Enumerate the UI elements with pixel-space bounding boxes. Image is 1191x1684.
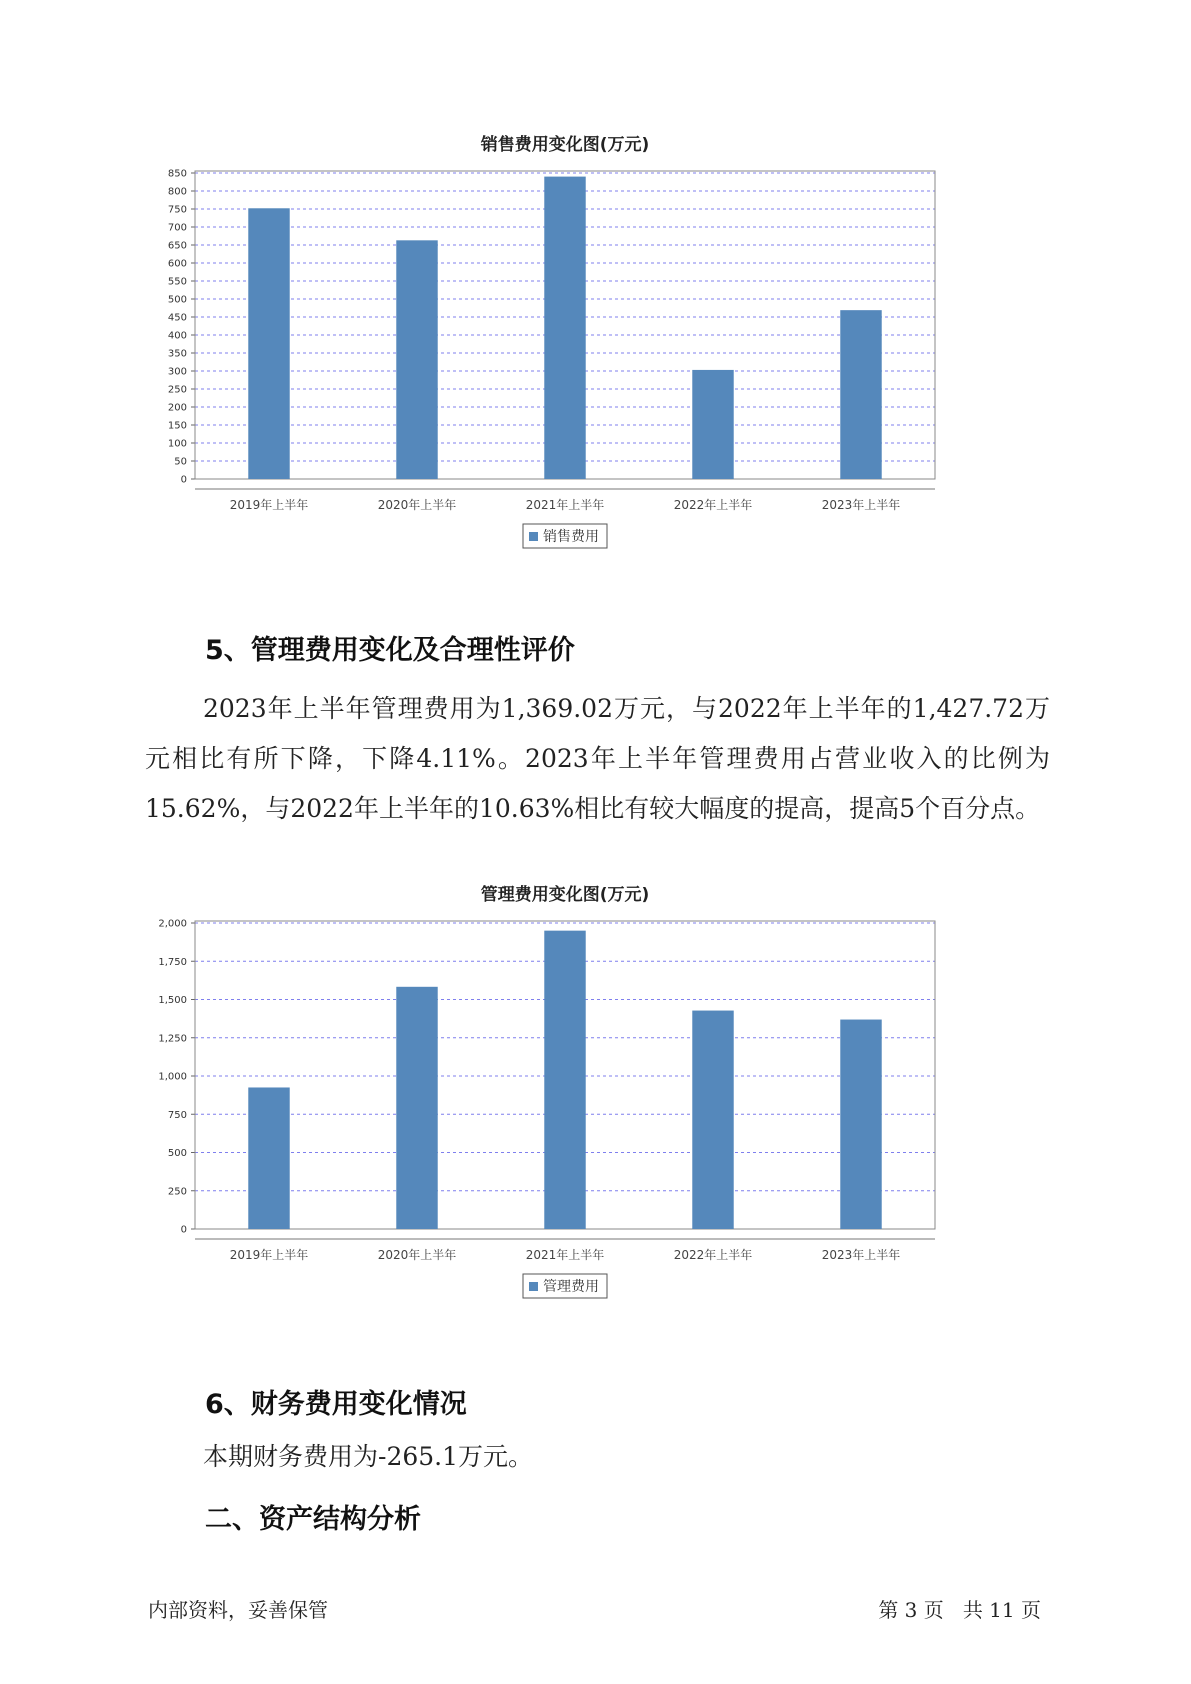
y-tick-label: 750 bbox=[167, 204, 187, 216]
x-tick-label: 2020年上半年 bbox=[377, 1248, 457, 1262]
y-tick-label: 1,250 bbox=[158, 1033, 187, 1045]
section-5-paragraph: 2023年上半年管理费用为1,369.02万元，与2022年上半年的1,427.72万元相比有所下降，下降4.11%。2023年上半年管理费用占营业收入的比例为15.62%，与2022年上半年的10.63%相比有较大幅度的提高，提高5个百分点。 bbox=[145, 694, 1050, 823]
y-tick-label: 300 bbox=[167, 366, 187, 378]
bar bbox=[544, 177, 585, 479]
section-6-paragraph: 本期财务费用为-265.1万元。 bbox=[203, 1442, 534, 1471]
section-2-heading: 二、资产结构分析 bbox=[205, 1504, 421, 1535]
legend-swatch bbox=[529, 532, 538, 541]
bar bbox=[248, 208, 289, 479]
y-tick-label: 100 bbox=[167, 438, 187, 450]
bar bbox=[840, 1020, 881, 1229]
bar bbox=[248, 1087, 289, 1229]
y-tick-label: 800 bbox=[167, 186, 187, 198]
y-tick-label: 750 bbox=[167, 1109, 187, 1121]
y-tick-label: 2,000 bbox=[158, 918, 187, 930]
legend-label: 管理费用 bbox=[543, 1279, 599, 1295]
admin-expense-chart-svg bbox=[150, 885, 1030, 1305]
y-tick-label: 1,500 bbox=[158, 995, 187, 1006]
y-tick-label: 650 bbox=[167, 240, 187, 252]
y-tick-label: 550 bbox=[167, 276, 187, 288]
legend-label: 销售费用 bbox=[543, 529, 599, 545]
x-tick-label: 2021年上半年 bbox=[525, 1248, 605, 1262]
y-tick-label: 250 bbox=[167, 384, 187, 396]
chart-title: 销售费用变化图(万元) bbox=[480, 135, 650, 155]
legend-swatch bbox=[529, 1282, 538, 1291]
y-tick-label: 50 bbox=[174, 456, 187, 468]
bar bbox=[396, 240, 437, 479]
y-tick-label: 400 bbox=[167, 330, 187, 342]
y-tick-label: 500 bbox=[167, 294, 187, 306]
y-tick-label: 1,750 bbox=[158, 956, 187, 968]
x-tick-label: 2023年上半年 bbox=[821, 498, 901, 512]
y-tick-label: 700 bbox=[167, 222, 187, 234]
footer-confidential-note: 内部资料，妥善保管 bbox=[148, 1598, 328, 1622]
y-tick-label: 1,000 bbox=[158, 1071, 187, 1083]
x-tick-label: 2023年上半年 bbox=[821, 1248, 901, 1262]
sales-expense-chart-svg bbox=[150, 135, 1030, 555]
y-tick-label: 600 bbox=[167, 258, 187, 270]
section-6-heading: 6、财务费用变化情况 bbox=[205, 1389, 467, 1420]
footer-page-number: 第 3 页 共 11 页 bbox=[878, 1598, 1041, 1622]
chart-legend bbox=[523, 524, 607, 548]
bar bbox=[692, 1011, 733, 1229]
x-tick-label: 2022年上半年 bbox=[673, 1248, 753, 1262]
y-tick-label: 250 bbox=[167, 1186, 187, 1198]
bar bbox=[544, 931, 585, 1229]
x-tick-label: 2021年上半年 bbox=[525, 498, 605, 512]
x-tick-label: 2019年上半年 bbox=[229, 498, 309, 512]
y-tick-label: 0 bbox=[180, 474, 187, 486]
bar bbox=[692, 370, 733, 479]
bar bbox=[396, 987, 437, 1229]
x-tick-label: 2019年上半年 bbox=[229, 1248, 309, 1262]
x-tick-label: 2020年上半年 bbox=[377, 498, 457, 512]
admin-expense-chart bbox=[150, 885, 1030, 1305]
y-tick-label: 450 bbox=[167, 312, 187, 324]
y-tick-label: 850 bbox=[167, 168, 187, 180]
y-tick-label: 150 bbox=[167, 420, 187, 432]
section-5-heading: 5、管理费用变化及合理性评价 bbox=[205, 635, 575, 666]
bar bbox=[840, 310, 881, 479]
chart-title: 管理费用变化图(万元) bbox=[480, 885, 650, 905]
y-tick-label: 350 bbox=[167, 348, 187, 360]
y-tick-label: 0 bbox=[180, 1224, 187, 1236]
y-tick-label: 200 bbox=[167, 402, 187, 414]
chart-legend bbox=[523, 1274, 607, 1298]
y-tick-label: 500 bbox=[167, 1148, 187, 1159]
sales-expense-chart bbox=[150, 135, 1030, 555]
x-tick-label: 2022年上半年 bbox=[673, 498, 753, 512]
